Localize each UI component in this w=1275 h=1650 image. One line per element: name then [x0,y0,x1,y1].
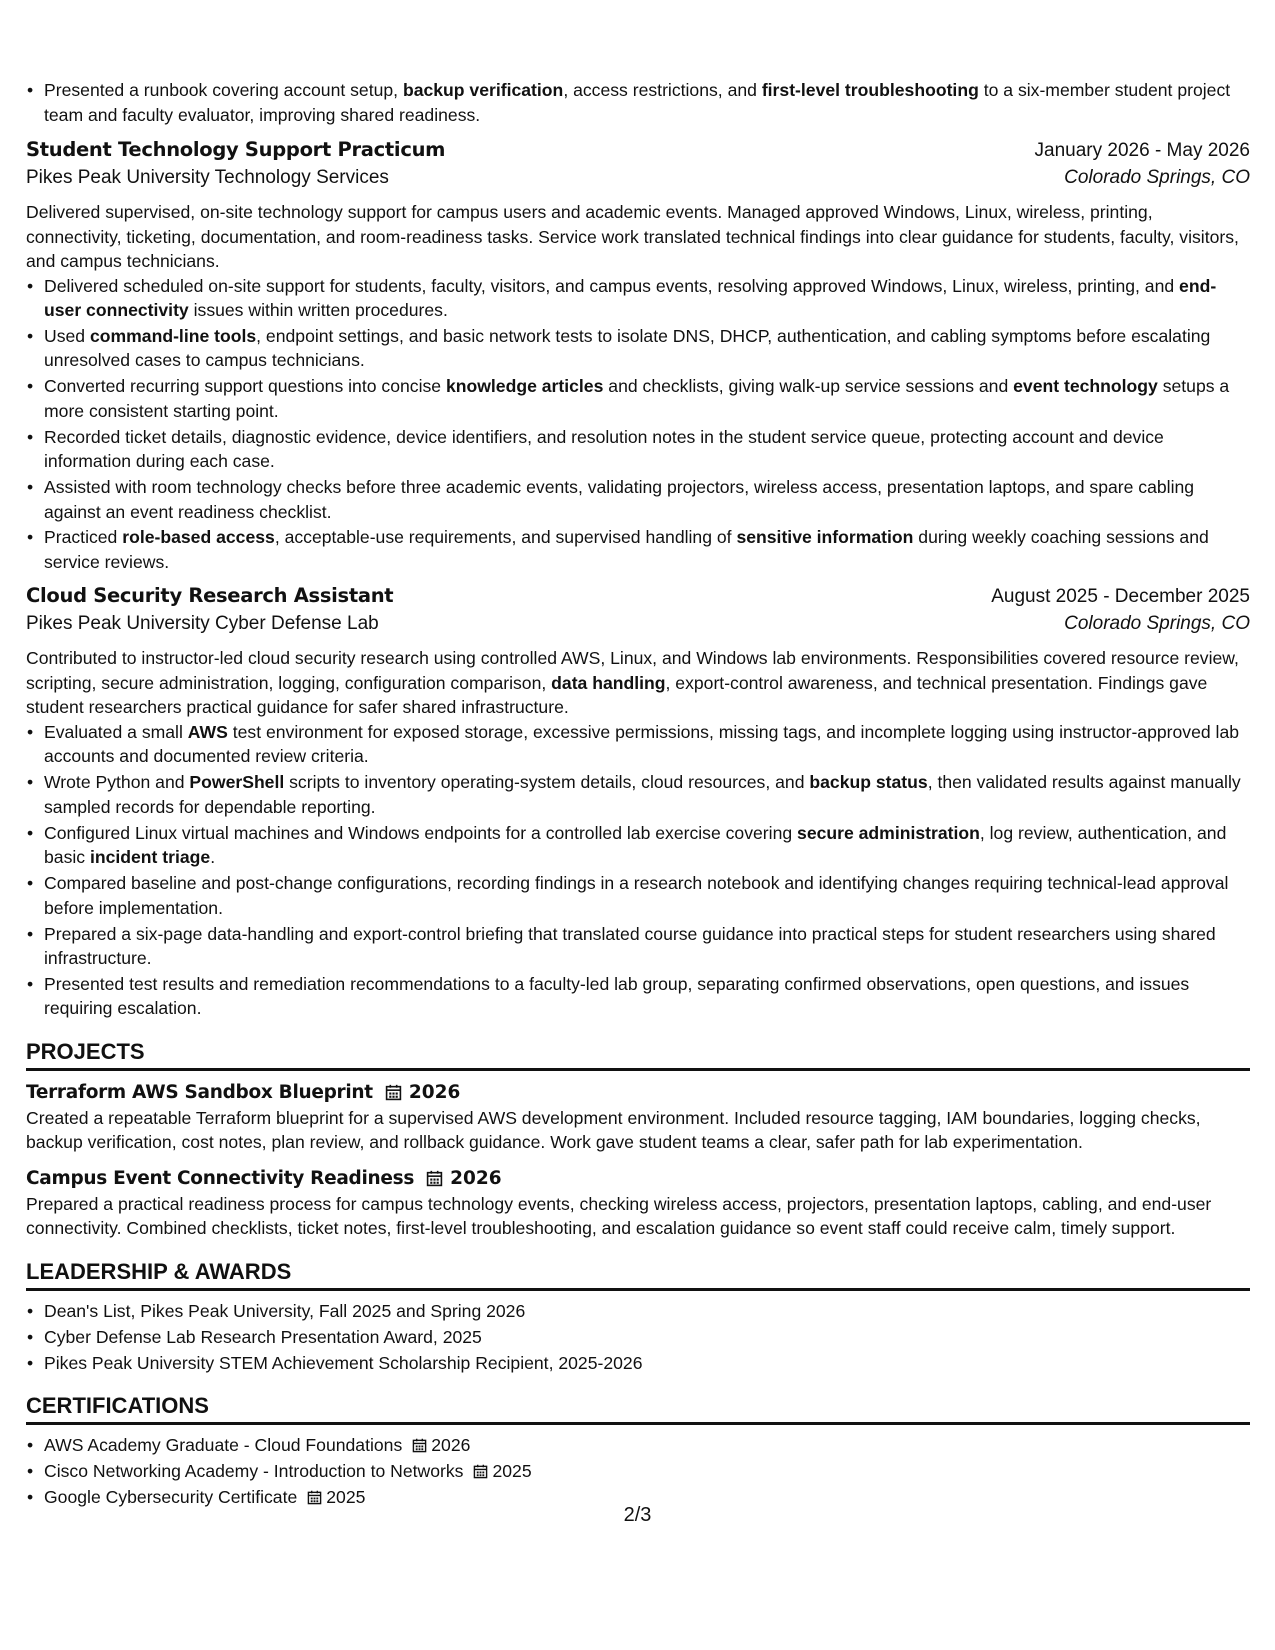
list-item: • Assisted with room technology checks before three academic events, validating projectors, wireless access, presentation laptops, and spare cabling against an event readiness checklist. [26,475,1250,524]
list-item: • Configured Linux virtual machines and Windows endpoints for a controlled lab exercise covering secure administration, log review, authentication, and basic incident triage. [26,821,1250,870]
calendar-icon [473,1464,488,1479]
project-title: Campus Event Connectivity Readiness [26,1167,415,1189]
list-item: • Dean's List, Pikes Peak University, Fall 2025 and Spring 2026 [26,1299,1250,1324]
project-title: Terraform AWS Sandbox Blueprint [26,1081,373,1103]
experience-entry [26,584,1250,1020]
section-heading-projects: PROJECTS [26,1039,1250,1071]
organization: Pikes Peak University Technology Services [26,167,389,188]
project-year: 2026 [408,1081,461,1103]
organization: Pikes Peak University Cyber Defense Lab [26,613,379,635]
list-item: • Pikes Peak University STEM Achievement Scholarship Recipient, 2025-2026 [26,1351,1250,1376]
list-item: • Converted recurring support questions into concise knowledge articles and checklists, giving walk-up service sessions and event technology setups a more consistent starting point. [26,374,1250,423]
list-item: • Practiced role-based access, acceptable-use requirements, and supervised handling of sensitive information during weekly coaching sessions and service reviews. [26,525,1250,574]
role-summary: Delivered supervised, on-site technology support for campus users and academic events. Managed approved Windows, Linux, wireless, printing, connectivity, ticketing, documentation, and room-readiness tasks. Service work translated technical findings into clear guidance for students, faculty, visitors, and campus technicians. [26,202,1239,271]
calendar-icon [307,1490,322,1505]
section-heading-certifications: CERTIFICATIONS [26,1393,1250,1425]
list-item: • Recorded ticket details, diagnostic evidence, device identifiers, and resolution notes in the student service queue, protecting account and device information during each case. [26,425,1250,474]
list-item: • Used command-line tools, endpoint settings, and basic network tests to isolate DNS, DHCP, authentication, and cabling symptoms before escalating unresolved cases to campus technicians. [26,324,1250,373]
list-item: • Cyber Defense Lab Research Presentation Award, 2025 [26,1325,1250,1350]
list-item: • Presented a runbook covering account setup, backup verification, access restrictions, and first-level troubleshooting to a six-member student project team and faculty evaluator, improving shared readiness. [26,78,1250,127]
section-heading-leadership: LEADERSHIP & AWARDS [26,1259,1250,1291]
certification-year: 2025 [492,1461,532,1482]
certification-name: Cisco Networking Academy - Introduction to Networks [44,1461,464,1482]
list-item [26,1459,1250,1484]
project-entry [26,1165,1250,1241]
certification-name: AWS Academy Graduate - Cloud Foundations [44,1435,403,1456]
certification-year: 2026 [431,1435,471,1456]
resume-page [26,78,1250,1511]
calendar-icon [426,1170,443,1187]
calendar-icon [412,1438,427,1453]
list-item: • Compared baseline and post-change configurations, recording findings in a research notebook and identifying changes requiring technical-lead approval before implementation. [26,871,1250,920]
certifications-list [26,1433,1250,1509]
location: Colorado Springs, CO [1064,613,1250,635]
list-item: • Prepared a six-page data-handling and export-control briefing that translated course guidance into practical steps for student researchers using shared infrastructure. [26,922,1250,971]
project-description: Prepared a practical readiness process for campus technology events, checking wireless access, projectors, presentation laptops, cabling, and end-user connectivity. Combined checklists, ticket notes, first-level troubleshooting, and escalation guidance so event staff could receive calm, timely support. [26,1193,1212,1239]
role-summary: Contributed to instructor-led cloud security research using controlled AWS, Linux, and Windows lab environments. Responsibilities covered resource review, scripting, secure administration, logging, configuration comparison, data handling, export-control awareness, and technical presentation. Findings gave student researchers practical guidance for safer shared infrastructure. [26,648,1239,718]
project-year: 2026 [450,1167,502,1189]
experience-entry [26,138,1250,574]
role-title: Cloud Security Research Assistant [26,584,394,608]
role-dates: August 2025 - December 2025 [991,586,1250,608]
project-description: Created a repeatable Terraform blueprint for a supervised AWS development environment. Included resource tagging, IAM boundaries, logging checks, backup verification, cost notes, plan review, and rollback guidance. Work gave student teams a clear, safer path for lab experimentation. [26,1107,1201,1153]
list-item: • Wrote Python and PowerShell scripts to inventory operating-system details, cloud resources, and backup status, then validated results against manually sampled records for dependable reporting. [26,770,1250,819]
intro-bullet-list [26,78,1250,127]
page-number: 2/3 [623,1504,652,1526]
list-item [26,1433,1250,1458]
awards-list [26,1299,1250,1375]
list-item: • Evaluated a small AWS test environment for exposed storage, excessive permissions, missing tags, and incomplete logging using instructor-approved lab accounts and documented review criteria. [26,720,1250,769]
certification-name: Google Cybersecurity Certificate [44,1486,298,1507]
project-entry [26,1079,1250,1155]
role-dates: January 2026 - May 2026 [1034,140,1250,161]
certification-year: 2025 [326,1486,366,1507]
role-bullet-list [26,720,1250,1021]
location: Colorado Springs, CO [1064,167,1250,188]
calendar-icon [385,1084,402,1101]
role-bullet-list [26,274,1250,575]
list-item: • Presented test results and remediation recommendations to a faculty-led lab group, separating confirmed observations, open questions, and issues requiring escalation. [26,972,1250,1021]
list-item: • Delivered scheduled on-site support for students, faculty, visitors, and campus events, resolving approved Windows, Linux, wireless, printing, and end-user connectivity issues within written procedures. [26,274,1250,323]
role-title: Student Technology Support Practicum [26,138,446,161]
